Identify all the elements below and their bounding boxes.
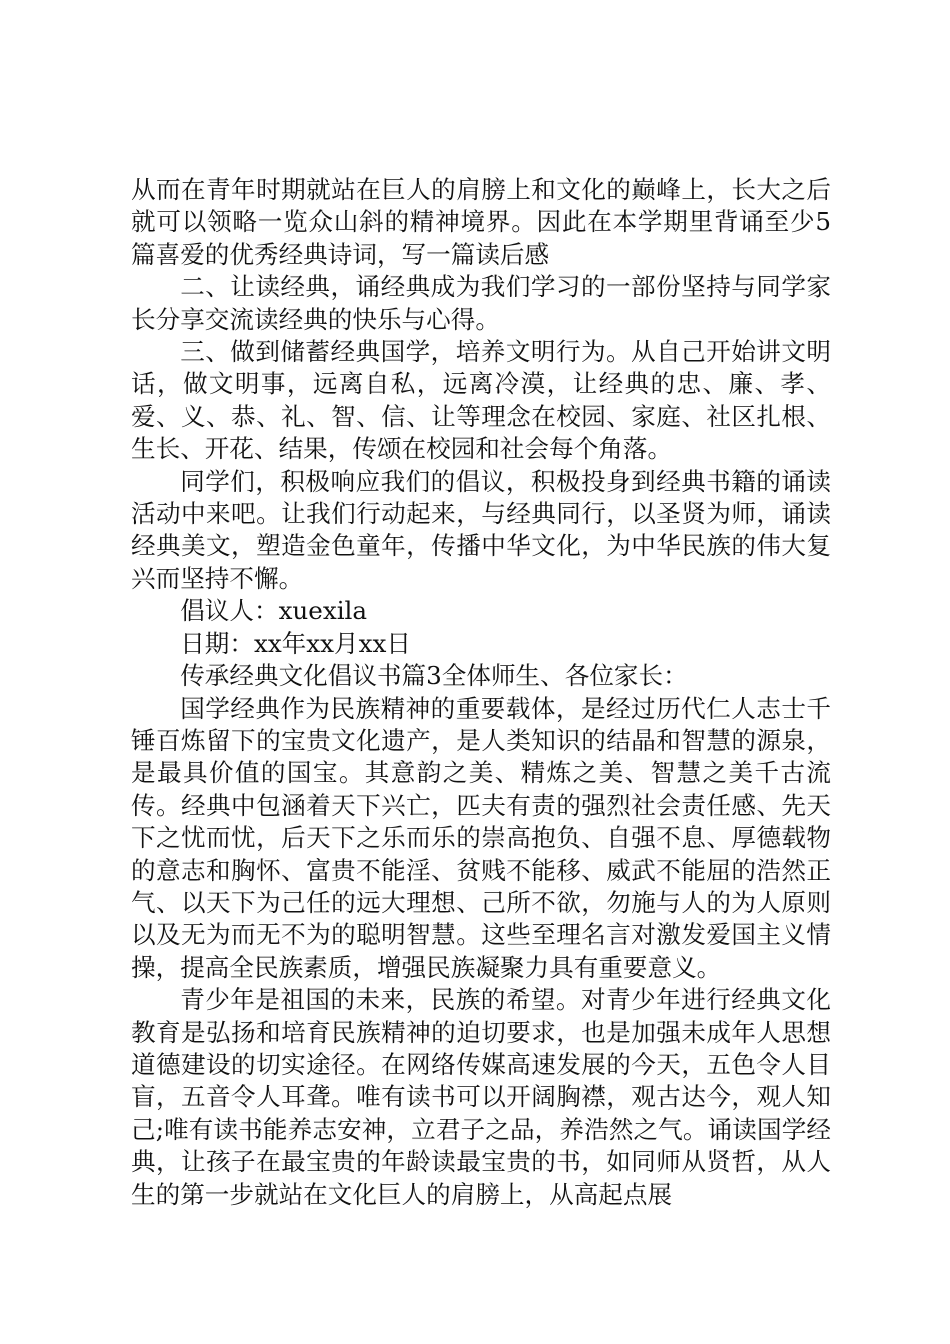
paragraph-3: 三、做到储蓄经典国学，培养文明行为。从自己开始讲文明话，做文明事，远离自私，远离冷漠，让经典的忠、廉、孝、爱、义、恭、礼、智、信、让等理念在校园、家庭、社区扎根、生长、开花、结果，传颂在校园和社会每个角落。: [131, 337, 831, 464]
date-line: 日期：xx年xx月xx日: [180, 628, 411, 658]
paragraph-4: 同学们，积极响应我们的倡议，积极投身到经典书籍的诵读活动中来吧。让我们行动起来，与经典同行，以圣贤为师，诵读经典美文，塑造金色童年，传播中华文化，为中华民族的伟大复兴而坚持不懈。: [131, 466, 831, 593]
paragraph-9: 青少年是祖国的未来，民族的希望。对青少年进行经典文化教育是弘扬和培育民族精神的迫切要求，也是加强未成年人思想道德建设的切实途径。在网络传媒高速发展的今天，五色令人目盲，五音令人耳聋。唯有读书可以开阔胸襟，观古达今，观人知己;唯有读书能养志安神，立君子之品，养浩然之气。诵读国学经典，让孩子在最宝贵的年龄读最宝贵的书，如同师从贤哲，从人生的第一步就站在文化巨人的肩膀上，从高起点展: [131, 985, 831, 1209]
section-heading: 传承经典文化倡议书篇3全体师生、各位家长：: [180, 661, 688, 691]
signature-line: 倡议人：xuexila: [180, 596, 368, 626]
paragraph-2: 二、让读经典，诵经典成为我们学习的一部份坚持与同学家长分享交流读经典的快乐与心得。: [131, 272, 831, 334]
paragraph-1: 从而在青年时期就站在巨人的肩膀上和文化的巅峰上，长大之后就可以领略一览众山斜的精神境界。因此在本学期里背诵至少5篇喜爱的优秀经典诗词，写一篇读后感: [131, 175, 831, 269]
document-body: [131, 174, 831, 1211]
paragraph-8: 国学经典作为民族精神的重要载体，是经过历代仁人志士千锤百炼留下的宝贵文化遗产，是人类知识的结晶和智慧的源泉，是最具价值的国宝。其意韵之美、精炼之美、智慧之美千古流传。经典中包涵着天下兴亡，匹夫有责的强烈社会责任感、先天下之忧而忧，后天下之乐而乐的崇高抱负、自强不息、厚德载物的意志和胸怀、富贵不能淫、贫贱不能移、威武不能屈的浩然正气、以天下为己任的远大理想、己所不欲，勿施与人的为人原则以及无为而无不为的聪明智慧。这些至理名言对激发爱国主义情操，提高全民族素质，增强民族凝聚力具有重要意义。: [131, 693, 831, 982]
